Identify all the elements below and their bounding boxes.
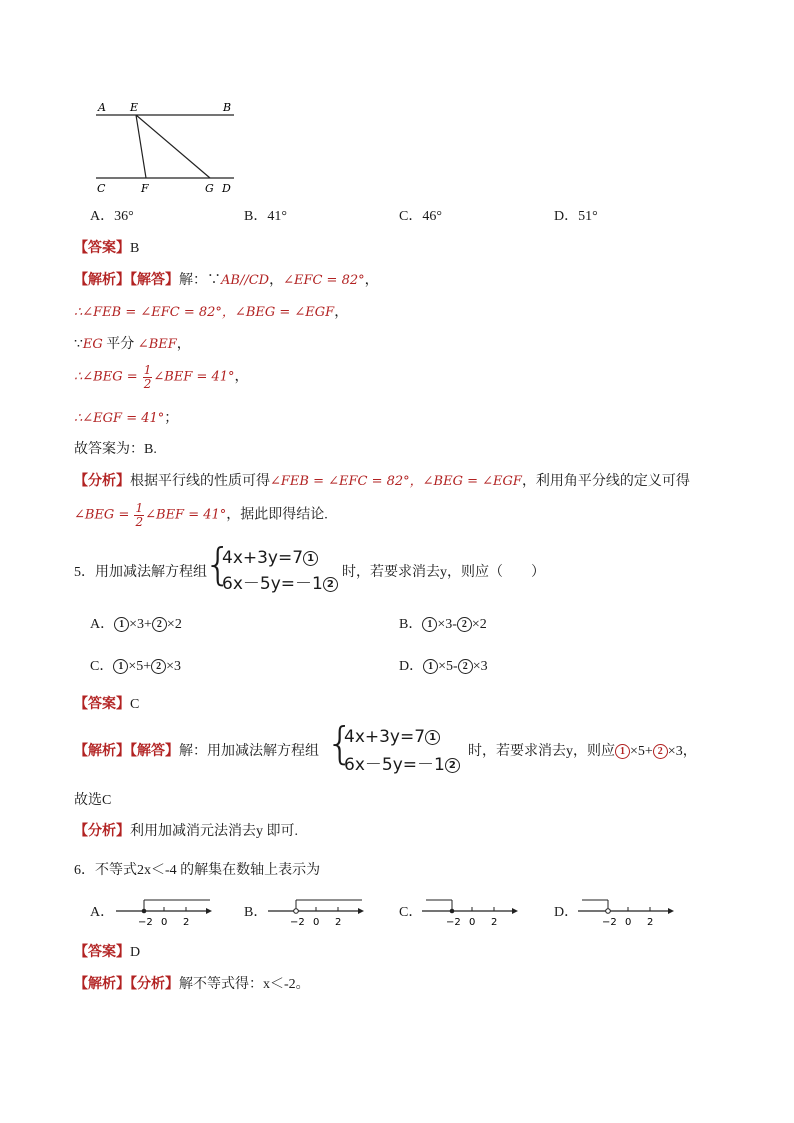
circled-2-icon: 2 [152,617,167,632]
q4-answer: 【答案】B [74,241,140,256]
tick-label: 0 [161,917,168,928]
q4-option-c[interactable]: C．46° [399,209,442,224]
number-line-d [576,894,676,928]
q5-analysis-brace: { [326,718,354,769]
tick-label: −2 [138,917,153,928]
tick-label: 0 [313,917,320,928]
circled-2-icon: 2 [323,577,338,592]
q4-summary-line2: ∠BEG = $\frac{1}{2}$ ∠BEF = 41°，据此即得结论. [74,501,328,529]
label-c: C [97,182,106,195]
q6-stem: 6．不等式2x＜-4 的解集在数轴上表示为 [74,863,321,878]
q5-equation-2: 6x－5y=－1 2 [222,572,338,596]
q4-summary: 【分析】根据平行线的性质可得∠FEB = ∠EFC = 82°，∠BEG = ∠EGF，利用角平分线的定义可得 [74,474,690,489]
circled-2-icon: 2 [151,659,166,674]
label-b: B [223,101,232,114]
circled-2-icon: 2 [457,617,472,632]
circled-2-icon: 2 [445,758,460,773]
q4-option-a[interactable]: A．36° [90,209,134,224]
number-line-a [114,894,214,928]
q5-stem-post: 时，若要求消去y，则应（ ） [342,565,545,580]
tick-label: 2 [491,917,498,928]
circled-1-icon: 1 [113,659,128,674]
tick-label: 0 [625,917,632,928]
q5-analysis-eq-2: 6x－5y=－1 2 [344,753,460,777]
circled-2-icon: 2 [653,744,668,759]
circled-1-icon: 1 [303,551,318,566]
q4-conclusion: 故答案为：B. [74,442,157,457]
q5-stem-pre: 5．用加减法解方程组 [74,565,207,580]
tick-label: 2 [335,917,342,928]
q4-analysis-line1: 【解析】【解答】解：∵AB//CD，∠EFC = 82°， [74,273,379,288]
label-e: E [130,101,139,114]
tick-label: 2 [183,917,190,928]
q6-analysis: 【解析】【分析】解不等式得：x＜-2。 [74,977,310,992]
q5-analysis-post: 时，若要求消去y，则应 1 ×5+ 2 ×3， [468,744,697,759]
tick-label: −2 [446,917,461,928]
label-d: D [222,182,231,195]
tick-label: −2 [602,917,617,928]
tick-label: −2 [290,917,305,928]
q5-answer: 【答案】C [74,697,140,712]
q4-option-b[interactable]: B．41° [244,209,287,224]
q5-equation-1: 4x+3y=7 1 [222,546,318,570]
q5-option-b[interactable]: B． 1 ×3- 2 ×2 [399,617,487,632]
q5-option-a[interactable]: A． 1 ×3+ 2 ×2 [90,617,182,632]
tick-label: 0 [469,917,476,928]
q4-analysis-line4: ∴∠BEG = $\frac{1}{2}$ ∠BEF = 41°， [74,363,249,391]
q4-analysis-line3: ∵EG 平分 ∠BEF， [74,337,191,352]
q4-analysis-line2: ∴∠FEB = ∠EFC = 82°，∠BEG = ∠EGF， [74,305,349,320]
parallel-lines-figure [92,98,242,198]
q6-option-d[interactable]: D． [554,905,579,920]
circled-1-icon: 1 [422,617,437,632]
q5-option-c[interactable]: C． 1 ×5+ 2 ×3 [90,659,182,674]
q4-option-d[interactable]: D．51° [554,209,598,224]
label-g: G [205,182,214,195]
circled-2-icon: 2 [458,659,473,674]
q5-conclusion: 故选C [74,793,112,808]
circled-1-icon: 1 [114,617,129,632]
tick-label: 2 [647,917,654,928]
number-line-c [420,894,520,928]
q5-option-d[interactable]: D． 1 ×5- 2 ×3 [399,659,488,674]
q5-summary: 【分析】利用加减消元法消去y 即可. [74,824,298,839]
circled-1-icon: 1 [615,744,630,759]
label-f: F [141,182,149,195]
q5-analysis-pre: 【解析】【解答】解：用加减法解方程组 [74,744,319,759]
q5-analysis-eq-1: 4x+3y=7 1 [344,725,440,749]
q5-brace: { [204,539,232,590]
circled-1-icon: 1 [425,730,440,745]
q6-answer: 【答案】D [74,945,141,960]
q4-analysis-line5: ∴∠EGF = 41°； [74,411,179,426]
q6-option-a[interactable]: A． [90,905,115,920]
number-line-b [266,894,366,928]
label-a: A [98,101,106,114]
q6-option-c[interactable]: C． [399,905,423,920]
q6-option-b[interactable]: B． [244,905,268,920]
circled-1-icon: 1 [423,659,438,674]
